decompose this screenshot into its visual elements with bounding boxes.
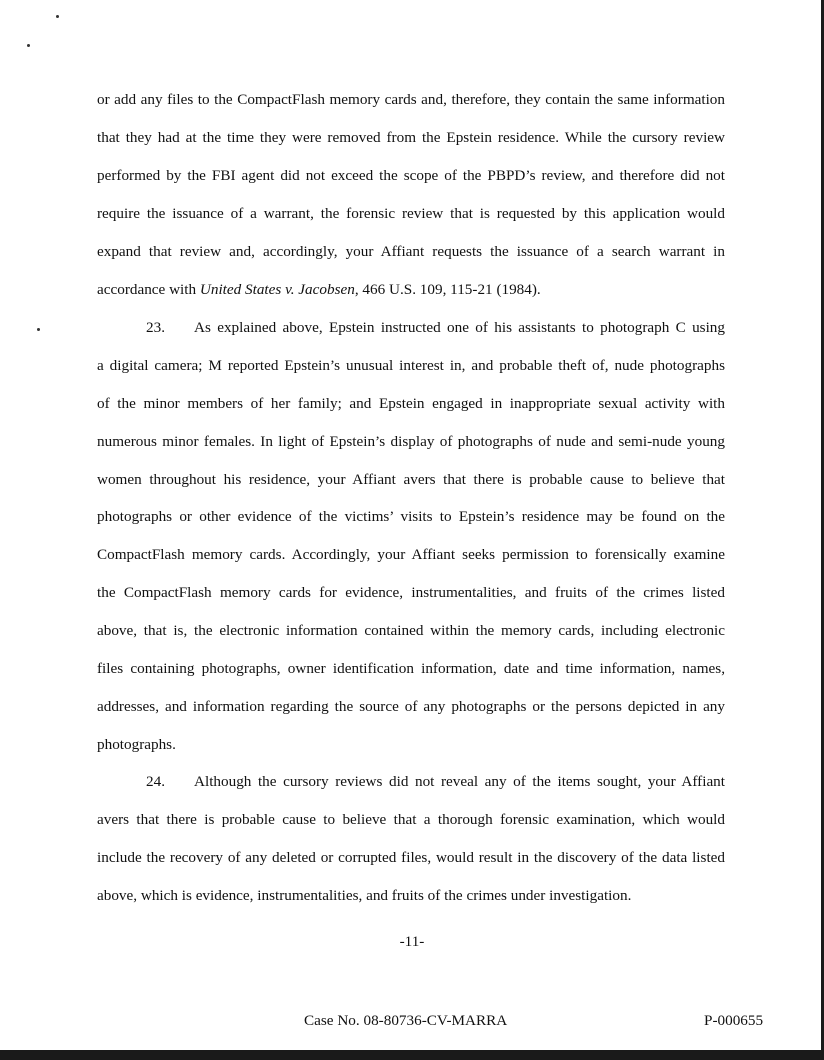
paragraph-23-first-line — [97, 318, 725, 338]
text-line: performed by the FBI agent did not exceed the scope of the PBPD’s review, and therefore did not — [97, 167, 725, 184]
text-fragment: As explained above, Epstein instructed one of his assistants to photograph C using — [194, 319, 725, 336]
text-line: CompactFlash memory cards. Accordingly, your Affiant seeks permission to forensically examine — [97, 546, 725, 563]
text-line: above, which is evidence, instrumentalities, and fruits of the crimes under investigation. — [97, 887, 632, 904]
text-line: above, that is, the electronic information contained within the memory cards, including electronic — [97, 622, 725, 639]
paragraph-number: 23. — [146, 319, 165, 336]
text-line: numerous minor females. In light of Epstein’s display of photographs of nude and semi-nude young — [97, 433, 725, 450]
text-line: or add any files to the CompactFlash memory cards and, therefore, they contain the same information — [97, 91, 725, 108]
text-line: include the recovery of any deleted or corrupted files, would result in the discovery of the data listed — [97, 849, 725, 866]
scan-edge-bottom — [0, 1050, 824, 1060]
scan-speck — [27, 44, 30, 47]
text-line: the CompactFlash memory cards for evidence, instrumentalities, and fruits of the crimes listed — [97, 584, 725, 601]
text-fragment: , 466 U.S. 109, 115-21 (1984). — [354, 281, 541, 298]
scan-speck — [56, 15, 59, 18]
text-line: women throughout his residence, your Affiant avers that there is probable cause to believe that — [97, 471, 725, 488]
case-citation: United States v. Jacobsen — [199, 281, 355, 298]
case-number: Case No. 08-80736-CV-MARRA — [304, 1012, 508, 1029]
text-line: a digital camera; M reported Epstein’s unusual interest in, and probable theft of, nude photographs — [97, 357, 725, 374]
text-line: that they had at the time they were removed from the Epstein residence. While the cursory review — [97, 129, 725, 146]
paragraph-number: 24. — [146, 773, 165, 790]
page-number: -11- — [399, 933, 425, 950]
text-line: of the minor members of her family; and Epstein engaged in inappropriate sexual activity with — [97, 395, 725, 412]
text-fragment: accordance with — [97, 281, 200, 298]
text-line: require the issuance of a warrant, the forensic review that is requested by this application would — [97, 205, 725, 222]
text-line: files containing photographs, owner identification information, date and time information, names, — [97, 660, 725, 677]
text-line: addresses, and information regarding the source of any photographs or the persons depicted in any — [97, 698, 725, 715]
text-fragment: Although the cursory reviews did not reveal any of the items sought, your Affiant — [194, 773, 725, 790]
paragraph-24-first-line — [97, 772, 725, 792]
scan-speck — [37, 328, 40, 331]
text-line: avers that there is probable cause to believe that a thorough forensic examination, which would — [97, 811, 725, 828]
bates-number: P-000655 — [704, 1012, 764, 1029]
text-line: photographs. — [97, 736, 176, 753]
text-line: expand that review and, accordingly, your Affiant requests the issuance of a search warrant in — [97, 243, 725, 260]
text-line — [97, 280, 725, 300]
text-line: photographs or other evidence of the victims’ visits to Epstein’s residence may be found on the — [97, 508, 725, 525]
